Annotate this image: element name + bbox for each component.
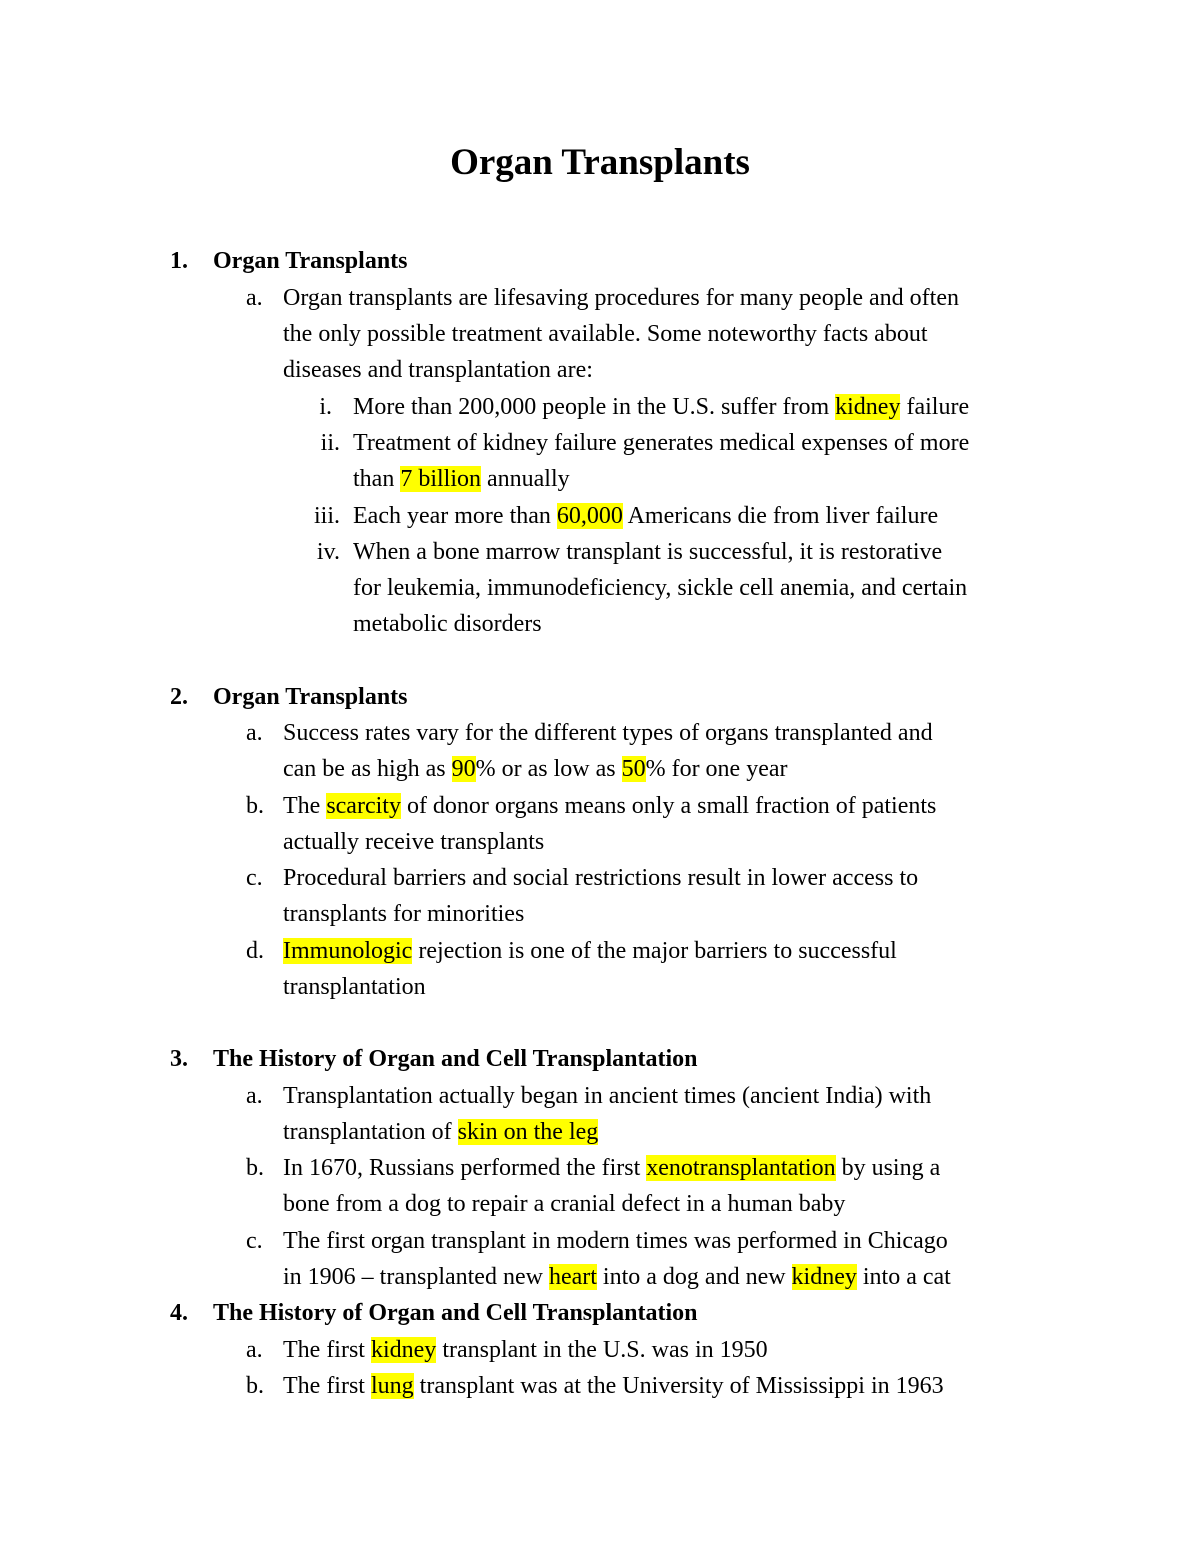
highlight: xenotransplantation	[646, 1155, 836, 1181]
item-text-line: Organ transplants are lifesaving procedures for many people and often	[283, 285, 959, 311]
item-text-line: In 1670, Russians performed the first xenotransplantation by using a	[283, 1155, 941, 1181]
section-number: 1.	[170, 248, 188, 274]
subitem-marker: ii.	[320, 430, 340, 456]
item-marker: a.	[246, 285, 263, 311]
section-number: 2.	[170, 684, 188, 710]
item-text-line: The first lung transplant was at the University of Mississippi in 1963	[283, 1373, 944, 1399]
item-marker: c.	[246, 1228, 263, 1254]
item-marker: b.	[246, 793, 264, 819]
item-text-line: diseases and transplantation are:	[283, 357, 593, 383]
highlight: heart	[548, 1264, 597, 1290]
highlight: kidney	[370, 1337, 437, 1363]
item-text-line: Transplantation actually began in ancient times (ancient India) with	[283, 1083, 932, 1109]
item-text-line: transplantation	[283, 974, 426, 1000]
item-text-line: the only possible treatment available. Some noteworthy facts about	[283, 321, 928, 347]
subitem-marker: iv.	[316, 539, 340, 565]
subitem-marker: i.	[319, 394, 332, 420]
highlight: 90	[451, 756, 476, 782]
subitem-text-line: for leukemia, immunodeficiency, sickle cell anemia, and certain	[353, 575, 968, 601]
item-marker: b.	[246, 1373, 264, 1399]
item-marker: c.	[246, 865, 263, 891]
subitem-marker: iii.	[313, 503, 340, 529]
highlight: Immunologic	[283, 938, 413, 964]
subitem-text-line: Treatment of kidney failure generates medical expenses of more	[353, 430, 970, 456]
highlight: 50	[621, 756, 646, 782]
item-text-line: Procedural barriers and social restrictions result in lower access to	[283, 865, 919, 891]
item-text-line: transplantation of skin on the leg	[283, 1119, 599, 1145]
item-marker: d.	[246, 938, 264, 964]
highlight: lung	[370, 1373, 414, 1399]
item-text-line: actually receive transplants	[283, 829, 545, 855]
subitem-text-line: More than 200,000 people in the U.S. suffer from kidney failure	[353, 394, 970, 420]
section-heading: Organ Transplants	[213, 248, 408, 274]
highlight: skin on the leg	[457, 1119, 599, 1145]
section-heading: The History of Organ and Cell Transplantation	[213, 1046, 698, 1072]
section-number: 3.	[170, 1046, 188, 1072]
highlight: 60,000	[556, 503, 623, 529]
highlight: scarcity	[326, 793, 401, 819]
item-marker: a.	[246, 720, 263, 746]
item-marker: a.	[246, 1083, 263, 1109]
section-heading: Organ Transplants	[213, 684, 408, 710]
subitem-text-line: than 7 billion annually	[353, 466, 570, 492]
item-text-line: The first organ transplant in modern times was performed in Chicago	[283, 1228, 948, 1254]
item-text-line: Success rates vary for the different types of organs transplanted and	[283, 720, 933, 746]
section-number: 4.	[170, 1300, 188, 1326]
page-title: Organ Transplants	[450, 142, 750, 183]
item-text-line: Immunologic rejection is one of the major barriers to successful	[283, 938, 897, 964]
item-text-line: transplants for minorities	[283, 901, 525, 927]
item-text-line: The scarcity of donor organs means only a small fraction of patients	[283, 793, 937, 819]
highlight: kidney	[791, 1264, 857, 1290]
subitem-text-line: metabolic disorders	[353, 611, 542, 637]
subitem-text-line: When a bone marrow transplant is successful, it is restorative	[353, 539, 943, 565]
item-text-line: in 1906 – transplanted new heart into a dog and new kidney into a cat	[283, 1264, 951, 1290]
item-text-line: bone from a dog to repair a cranial defect in a human baby	[283, 1191, 846, 1217]
highlight: kidney	[835, 394, 901, 420]
item-marker: a.	[246, 1337, 263, 1363]
subitem-text-line: Each year more than 60,000 Americans die from liver failure	[353, 503, 939, 529]
item-text-line: The first kidney transplant in the U.S. was in 1950	[283, 1337, 768, 1363]
highlight: 7 billion	[400, 466, 481, 492]
item-marker: b.	[246, 1155, 264, 1181]
item-text-line: can be as high as 90% or as low as 50% for one year	[283, 756, 788, 782]
section-heading: The History of Organ and Cell Transplantation	[213, 1300, 698, 1326]
